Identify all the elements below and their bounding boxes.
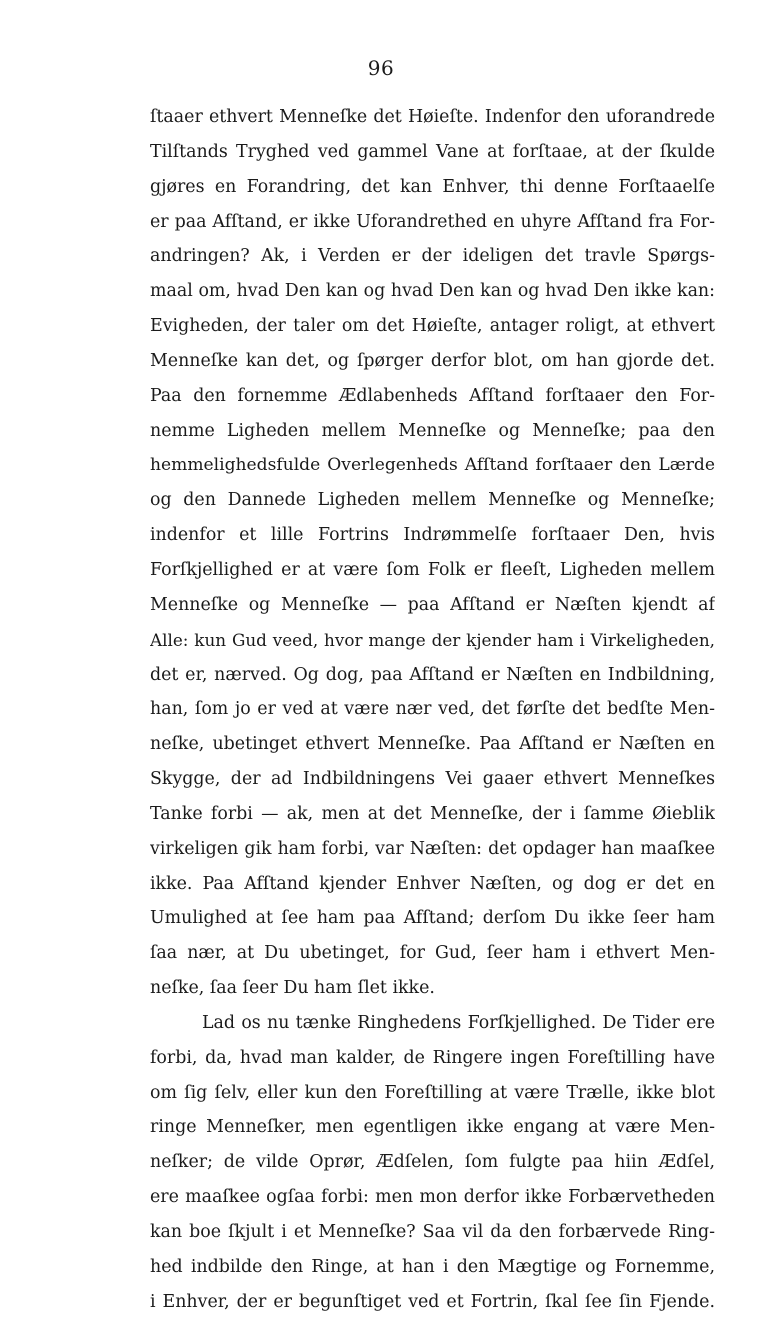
text-line: Evigheden, der taler om det Høieſte, antager roligt, at ethvert <box>150 316 715 337</box>
text-line: maal om, hvad Den kan og hvad Den kan og hvad Den ikke kan: <box>150 281 715 302</box>
text-line: Forſkjellighed er at være ſom Folk er fleeſt, Ligheden mellem <box>150 559 715 580</box>
text-line: Tilſtands Tryghed ved gammel Vane at forſtaae, at der ſkulde <box>150 141 715 162</box>
text-line: Menneſke og Menneſke — paa Afſtand er Næſten kjendt af <box>150 594 715 615</box>
text-line: forbi, da, hvad man kalder, de Ringere ingen Foreſtilling have <box>150 1047 715 1068</box>
text-line: indenfor et lille Fortrins Indrømmelſe forſtaaer Den, hvis <box>150 525 715 546</box>
text-line: og den Dannede Ligheden mellem Menneſke og Menneſke; <box>150 490 715 511</box>
text-line: virkeligen gik ham forbi, var Næſten: det opdager han maaſkee <box>150 838 715 859</box>
text-line: er paa Afſtand, er ikke Uforandrethed en uhyre Afſtand fra For- <box>150 211 715 232</box>
text-line: ringe Menneſker, men egentligen ikke engang at være Men- <box>150 1117 715 1138</box>
text-line: nemme Ligheden mellem Menneſke og Menneſke; paa den <box>150 420 715 441</box>
text-line: Menneſke kan det, og ſpørger derfor blot, om han gjorde det. <box>150 350 715 371</box>
paragraph-start-line: Lad os nu tænke Ringhedens Forſkjellighed. De Tider ere <box>202 1012 715 1033</box>
text-line: han, ſom jo er ved at være nær ved, det førſte det bedſte Men- <box>150 699 715 720</box>
text-line: Tanke forbi — ak, men at det Menneſke, der i ſamme Øieblik <box>150 803 715 824</box>
text-line: hed indbilde den Ringe, at han i den Mægtige og Fornemme, <box>150 1256 715 1277</box>
text-line: ere maaſkee ogſaa forbi: men mon derfor ikke Forbærvetheden <box>150 1187 715 1208</box>
text-line: det er, nærved. Og dog, paa Afſtand er Næſten en Indbildning, <box>150 664 715 685</box>
text-line: om ſig ſelv, eller kun den Foreſtilling at være Trælle, ikke blot <box>150 1082 715 1103</box>
text-line: Alle: kun Gud veed, hvor mange der kjender ham i Virkeligheden, <box>150 629 715 650</box>
text-line: ſtaaer ethvert Menneſke det Høieſte. Indenfor den uforandrede <box>150 107 715 127</box>
text-line: kan boe ſkjult i et Menneſke? Saa vil da den forbærvede Ring- <box>150 1222 715 1242</box>
text-line: Umulighed at ſee ham paa Afſtand; derſom Du ikke ſeer ham <box>150 908 715 929</box>
text-line: andringen? Ak, i Verden er der ideligen det travle Spørgs- <box>150 246 715 267</box>
text-line: i Enhver, der er begunſtiget ved et Fortrin, ſkal ſee ſin Fjende. <box>150 1291 715 1312</box>
paragraph-end-line: neſke, ſaa ſeer Du ham ſlet ikke. <box>150 978 435 999</box>
body-text <box>150 100 715 1320</box>
text-line: Paa den fornemme Ædlabenheds Afſtand forſtaaer den For- <box>150 385 715 406</box>
page-number: 96 <box>367 56 395 80</box>
text-line: neſker; de vilde Oprør, Ædſelen, ſom fulgte paa hiin Ædſel, <box>150 1152 715 1173</box>
text-line: ikke. Paa Afſtand kjender Enhver Næſten, og dog er det en <box>150 873 715 894</box>
text-line: gjøres en Forandring, det kan Enhver, thi denne Forſtaaelſe <box>150 176 715 197</box>
text-line: Skygge, der ad Indbildningens Vei gaaer ethvert Menneſkes <box>150 769 715 790</box>
text-line: neſke, ubetinget ethvert Menneſke. Paa Afſtand er Næſten en <box>150 734 715 755</box>
text-line: ſaa nær, at Du ubetinget, for Gud, ſeer ham i ethvert Men- <box>150 943 715 964</box>
text-line: hemmelighedsfulde Overlegenheds Afſtand forſtaaer den Lærde <box>150 455 715 476</box>
